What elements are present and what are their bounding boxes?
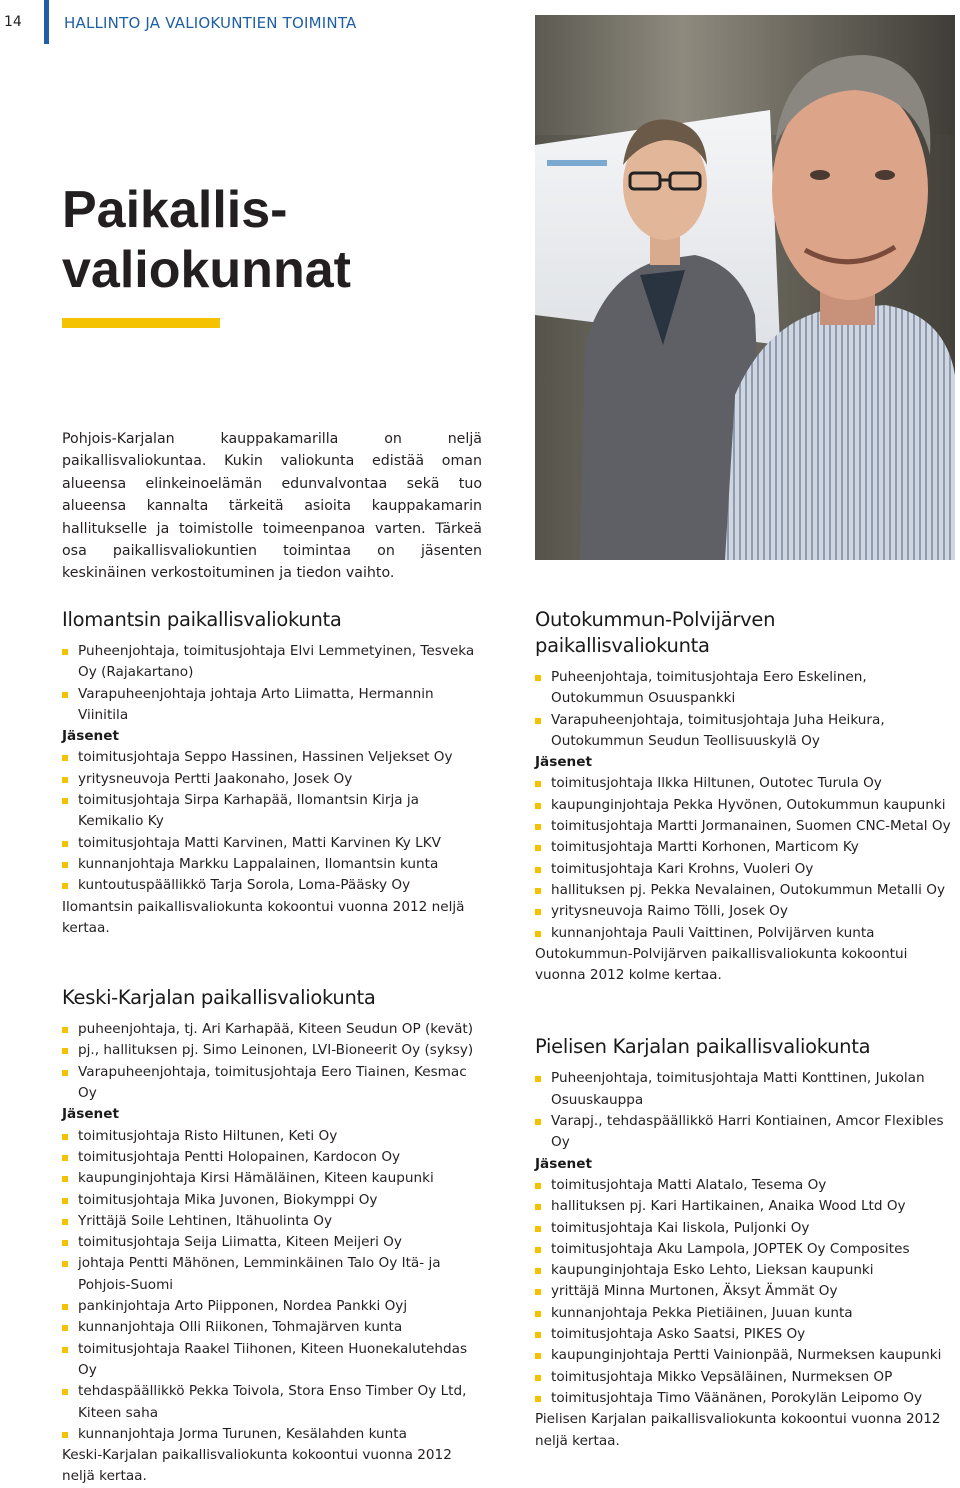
list-item: yritysneuvoja Raimo Tölli, Josek Oy [535,901,955,922]
list-item: hallituksen pj. Kari Hartikainen, Anaika Wood Ltd Oy [535,1196,955,1217]
section-outokumpu [535,607,955,986]
list-item: pankinjohtaja Arto Piipponen, Nordea Pankki Oyj [62,1296,482,1317]
section-pielinen [535,1034,955,1451]
list-item: Varapuheenjohtaja johtaja Arto Liimatta, Hermannin Viinitila [62,684,482,727]
list-item: yritysneuvoja Pertti Jaakonaho, Josek Oy [62,769,482,790]
list-item: Varapuheenjohtaja, toimitusjohtaja Juha Heikura, Outokummun Seudun Teollisuuskylä Oy [535,710,955,753]
section-title: Ilomantsin paikallisvaliokunta [62,608,342,631]
leaders-list [62,641,482,726]
list-item: kuntoutuspäällikkö Tarja Sorola, Loma-Pääsky Oy [62,875,482,896]
section-keski-karjala [62,985,482,1488]
left-column [62,607,482,1488]
title-underline-rule [62,318,220,328]
list-item: Puheenjohtaja, toimitusjohtaja Matti Konttinen, Jukolan Osuuskauppa [535,1068,955,1111]
list-item: Yrittäjä Soile Lehtinen, Itähuolinta Oy [62,1211,482,1232]
list-item: toimitusjohtaja Kari Krohns, Vuoleri Oy [535,859,955,880]
list-item: toimitusjohtaja Risto Hiltunen, Keti Oy [62,1126,482,1147]
meeting-photo [535,15,955,560]
list-item: toimitusjohtaja Ilkka Hiltunen, Outotec Turula Oy [535,773,955,794]
members-heading: Jäsenet [535,754,592,771]
page-number: 14 [4,14,22,30]
members-heading: Jäsenet [62,728,119,745]
section-title: Outokummun-Polvijärven paikallisvaliokunta [535,608,776,657]
list-item: kaupunginjohtaja Pertti Vainionpää, Nurmeksen kaupunki [535,1345,955,1366]
photo-illustration [535,15,955,560]
list-item: Puheenjohtaja, toimitusjohtaja Eero Eskelinen, Outokummun Osuuspankki [535,667,955,710]
list-item: toimitusjohtaja Aku Lampola, JOPTEK Oy Composites [535,1239,955,1260]
list-item: toimitusjohtaja Martti Korhonen, Marticom Ky [535,837,955,858]
list-item: yrittäjä Minna Murtonen, Äksyt Ämmät Oy [535,1281,955,1302]
list-item: toimitusjohtaja Sirpa Karhapää, Ilomantsin Kirja ja Kemikalio Ky [62,790,482,833]
meeting-note: Ilomantsin paikallisvaliokunta kokoontui vuonna 2012 neljä kertaa. [62,898,465,936]
list-item: toimitusjohtaja Martti Jormanainen, Suomen CNC-Metal Oy [535,816,955,837]
list-item: toimitusjohtaja Raakel Tiihonen, Kiteen Huonekalutehdas Oy [62,1339,482,1382]
list-item: pj., hallituksen pj. Simo Leinonen, LVI-Bioneerit Oy (syksy) [62,1040,482,1061]
members-heading: Jäsenet [535,1155,592,1172]
page-title-line-1: Paikallis- [62,181,288,239]
leaders-list [535,1068,955,1153]
list-item: kunnanjohtaja Jorma Turunen, Kesälahden kunta [62,1424,482,1445]
members-list [535,1175,955,1409]
list-item: Varapuheenjohtaja, toimitusjohtaja Eero Tiainen, Kesmac Oy [62,1062,482,1105]
header-accent-bar [44,0,49,44]
list-item: kaupunginjohtaja Esko Lehto, Lieksan kaupunki [535,1260,955,1281]
list-item: toimitusjohtaja Mika Juvonen, Biokymppi Oy [62,1190,482,1211]
list-item: toimitusjohtaja Seppo Hassinen, Hassinen Veljekset Oy [62,747,482,768]
members-heading: Jäsenet [62,1106,119,1123]
list-item: Puheenjohtaja, toimitusjohtaja Elvi Lemmetyinen, Tesveka Oy (Rajakartano) [62,641,482,684]
list-item: puheenjohtaja, tj. Ari Karhapää, Kiteen Seudun OP (kevät) [62,1019,482,1040]
list-item: kunnanjohtaja Markku Lappalainen, Ilomantsin kunta [62,854,482,875]
meeting-note: Pielisen Karjalan paikallisvaliokunta kokoontui vuonna 2012 neljä kertaa. [535,1411,941,1449]
leaders-list [62,1019,482,1104]
list-item: kunnanjohtaja Pauli Vaittinen, Polvijärven kunta [535,923,955,944]
list-item: toimitusjohtaja Kai Iiskola, Puljonki Oy [535,1218,955,1239]
meeting-note: Keski-Karjalan paikallisvaliokunta kokoontui vuonna 2012 neljä kertaa. [62,1447,452,1485]
intro-paragraph: Pohjois-Karjalan kauppakamarilla on neljä paikallisvaliokuntaa. Kukin valiokunta edistää oman alueensa elinkeinoelämän edunvalvontaa sekä tuo alueensa kannalta tärkeitä asioita kauppakamarin hallitukselle ja toimistolle toimeenpanoa varten. Tärkeä osa paikallisvaliokuntien toimintaa on jäsenten keskinäinen verkostoituminen ja tiedon vaihto. [62,431,482,582]
list-item: hallituksen pj. Pekka Nevalainen, Outokummun Metalli Oy [535,880,955,901]
list-item: tehdaspäällikkö Pekka Toivola, Stora Enso Timber Oy Ltd, Kiteen saha [62,1381,482,1424]
right-column [535,607,955,1452]
list-item: toimitusjohtaja Asko Saatsi, PIKES Oy [535,1324,955,1345]
page-title [62,180,351,300]
leaders-list [535,667,955,752]
list-item: toimitusjohtaja Matti Karvinen, Matti Karvinen Ky LKV [62,833,482,854]
meeting-note: Outokummun-Polvijärven paikallisvaliokunta kokoontui vuonna 2012 kolme kertaa. [535,945,908,984]
list-item: Varapj., tehdaspäällikkö Harri Kontiainen, Amcor Flexibles Oy [535,1111,955,1154]
list-item: kunnanjohtaja Pekka Pietiäinen, Juuan kunta [535,1303,955,1324]
list-item: toimitusjohtaja Timo Väänänen, Porokylän Leipomo Oy [535,1388,955,1409]
list-item: kaupunginjohtaja Pekka Hyvönen, Outokummun kaupunki [535,795,955,816]
list-item: kaupunginjohtaja Kirsi Hämäläinen, Kiteen kaupunki [62,1168,482,1189]
section-title: Pielisen Karjalan paikallisvaliokunta [535,1035,871,1059]
section-title: Keski-Karjalan paikallisvaliokunta [62,986,376,1010]
list-item: toimitusjohtaja Matti Alatalo, Tesema Oy [535,1175,955,1196]
list-item: johtaja Pentti Mähönen, Lemminkäinen Talo Oy Itä- ja Pohjois-Suomi [62,1253,482,1296]
running-head: HALLINTO JA VALIOKUNTIEN TOIMINTA [64,14,357,32]
members-list [62,747,482,896]
list-item: toimitusjohtaja Seija Liimatta, Kiteen Meijeri Oy [62,1232,482,1253]
list-item: kunnanjohtaja Olli Riikonen, Tohmajärven kunta [62,1317,482,1338]
list-item: toimitusjohtaja Mikko Vepsäläinen, Nurmeksen OP [535,1367,955,1388]
list-item: toimitusjohtaja Pentti Holopainen, Kardocon Oy [62,1147,482,1168]
members-list [535,773,955,943]
section-ilomantsi [62,607,482,939]
members-list [62,1126,482,1445]
page-title-line-2: valiokunnat [62,241,351,299]
